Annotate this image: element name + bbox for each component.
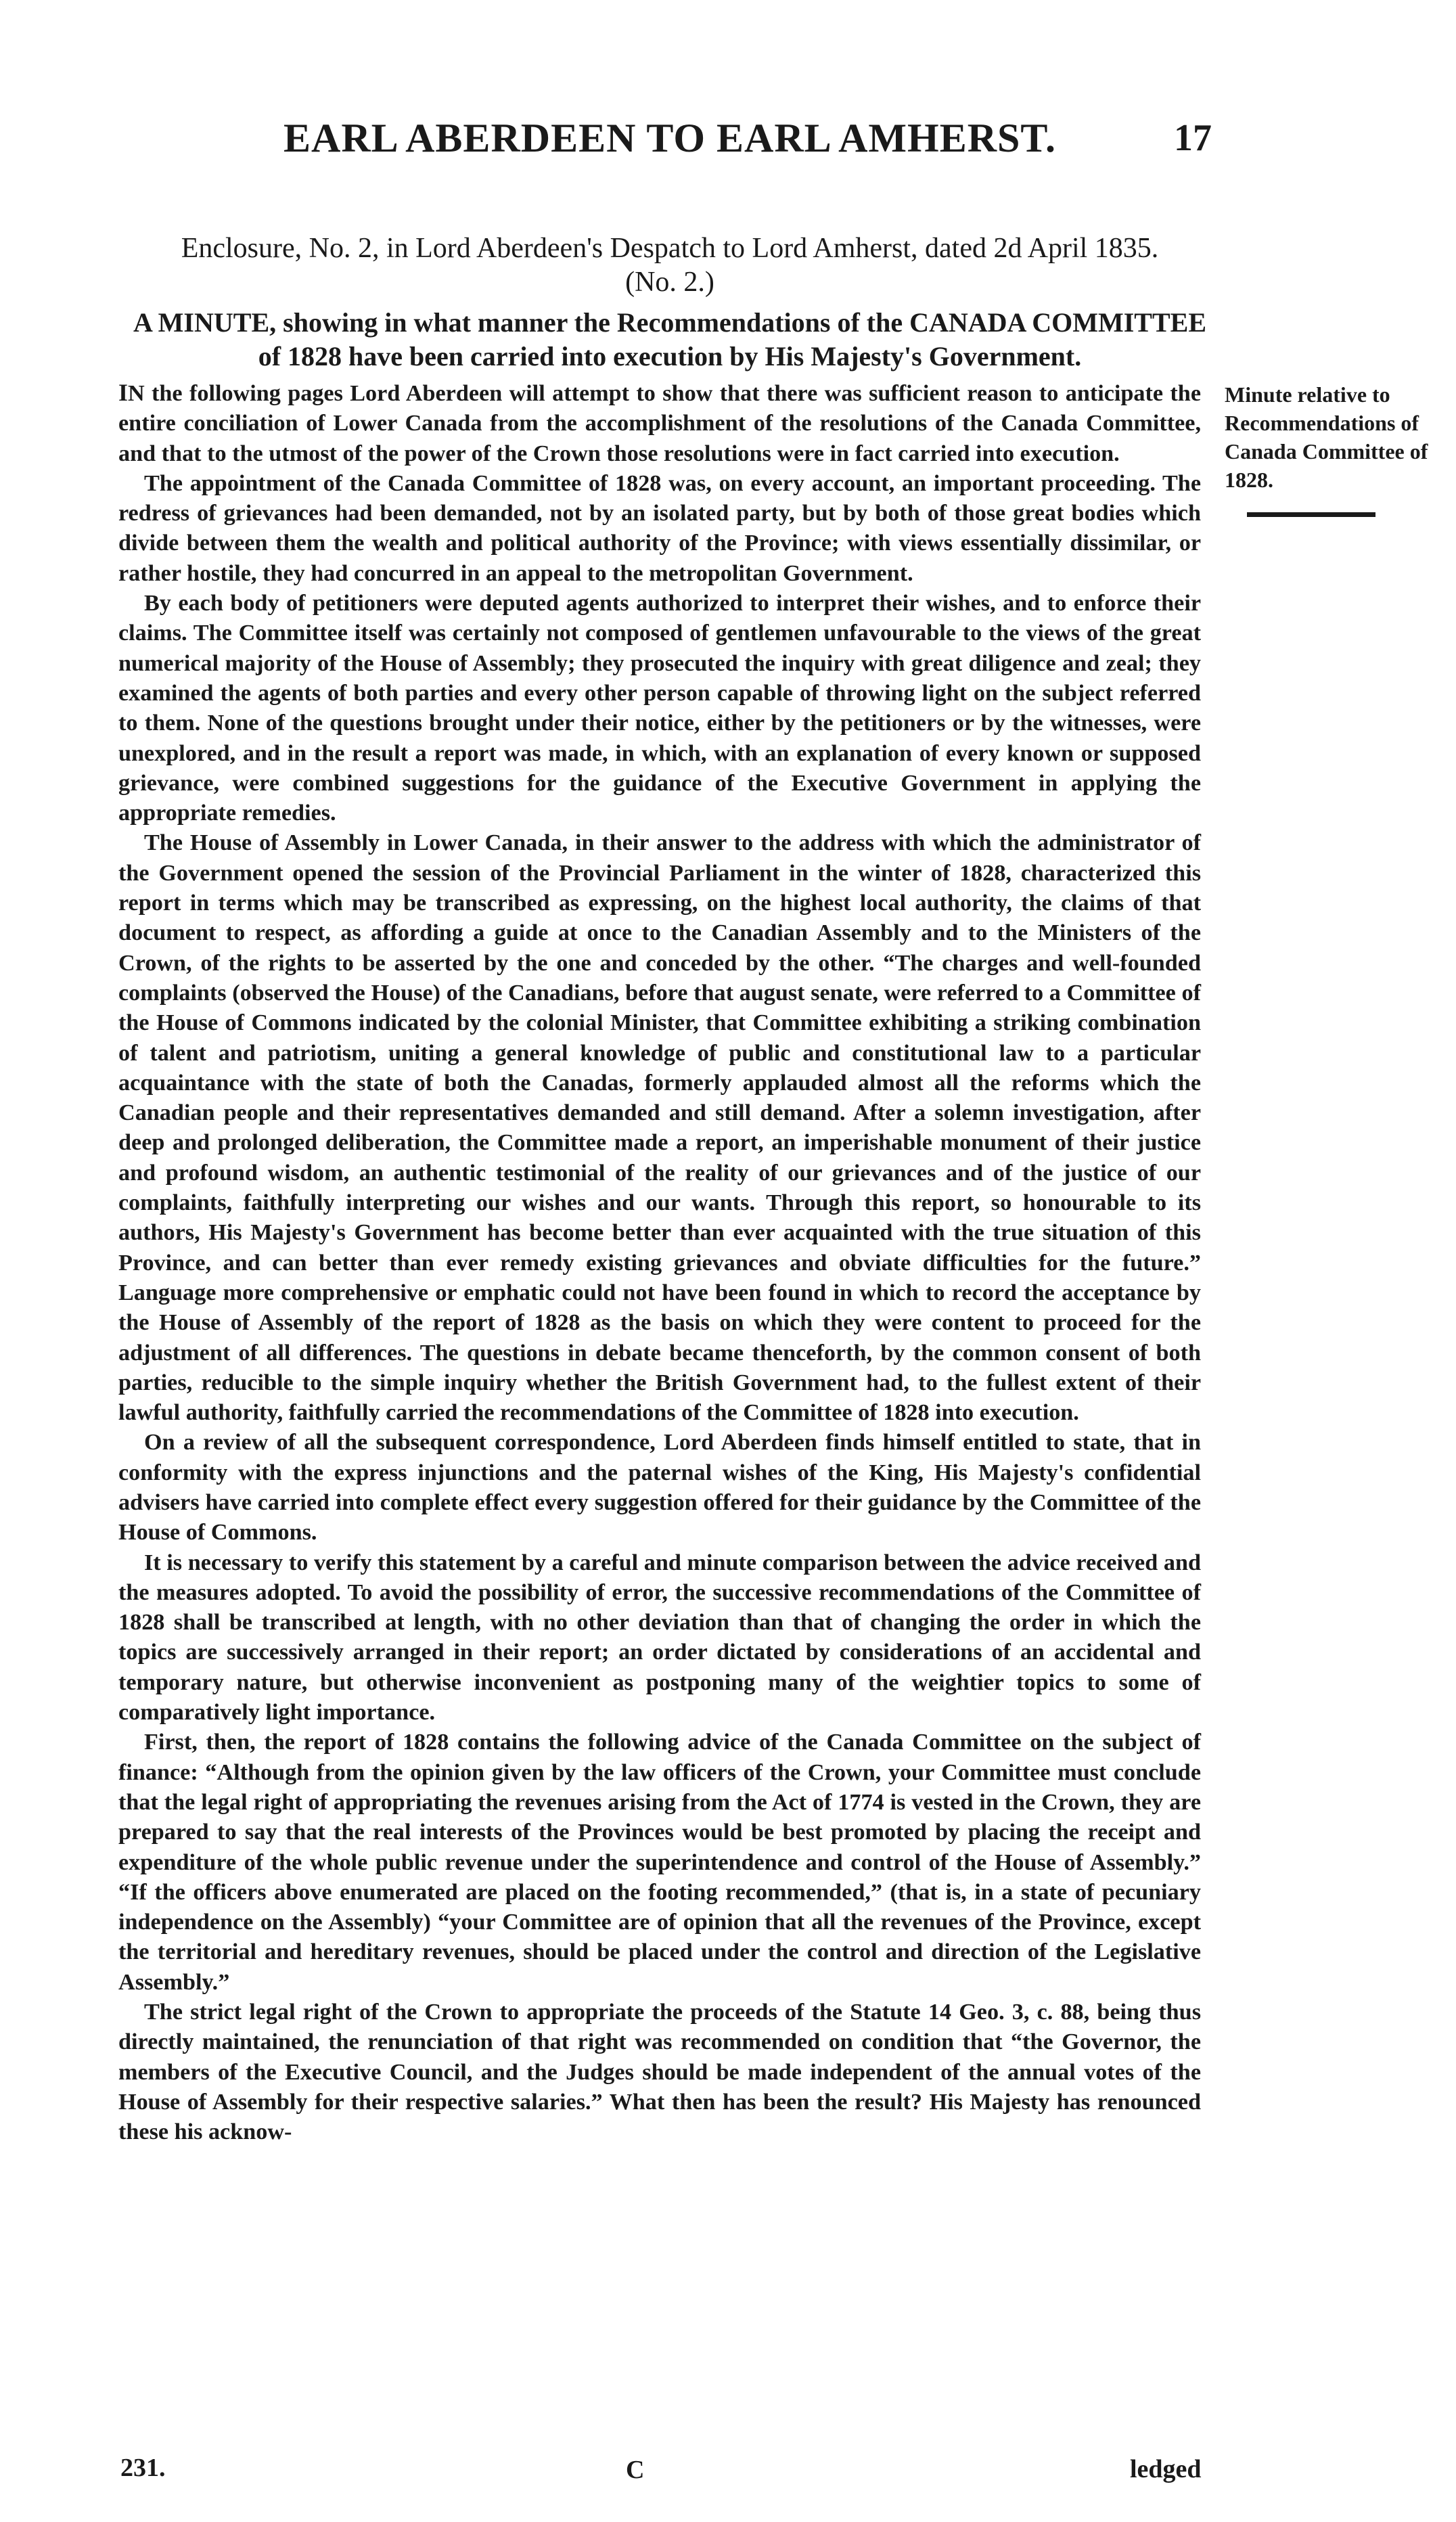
marginal-note: Minute relative to Recommendations of Canada Committee of 1828.	[1225, 382, 1428, 492]
body-text	[118, 378, 1201, 2148]
paragraph: IN the following pages Lord Aberdeen will attempt to show that there was sufficient reason to anticipate the entire conciliation of Lower Canada from the accomplishment of the resolutions of the Canada Committee, and that to the utmost of the power of the Crown those resolutions were in fact carried into execution.	[118, 379, 1201, 466]
catchword: ledged	[1130, 2455, 1202, 2483]
signature-mark: 231.	[120, 2454, 166, 2482]
enclosure-line: Enclosure, No. 2, in Lord Aberdeen's Despatch to Lord Amherst, dated 2d April 1835.	[181, 233, 1159, 264]
marginal-rule	[1247, 512, 1375, 517]
paragraph: It is necessary to verify this statement by a careful and minute comparison between the advice received and the measures adopted. To avoid the possibility of error, the successive recommendations of the Committee of 1828 shall be transcribed at length, with no other deviation than that of changing the order in which the topics are successively arranged in their report; an order dictated by considerations of an accidental and temporary nature, but otherwise inconvenient as postponing many of the weightier topics to some of comparatively light importance.	[118, 1550, 1201, 1726]
minute-title-line-2: of 1828 have been carried into execution by His Majesty's Government.	[258, 341, 1082, 371]
paragraph: First, then, the report of 1828 contains the following advice of the Canada Committee on the subject of finance: “Although from the opinion given by the law officers of the Crown, your Committee must conclude that the legal right of appropriating the revenues arising from the Act of 1774 is vested in the Crown, they are prepared to say that the real interests of the Provinces would be best promoted by placing the receipt and expenditure of the whole public revenue under the superintendence and control of the House of Assembly.” “If the officers above enumerated are placed on the footing recommended,” (that is, in a state of pecuniary independence on the Assembly) “your Committee are of opinion that all the revenues of the Province, except the territorial and hereditary revenues, should be placed under the control and direction of the Legislative Assembly.”	[118, 1730, 1201, 1995]
enclosure-heading	[118, 231, 1221, 299]
paragraph: The strict legal right of the Crown to appropriate the proceeds of the Statute 14 Geo. 3, c. 88, being thus directly maintained, the renunciation of that right was recommended on condition that “the Governor, the members of the Executive Council, and the Judges should be made independent of the annual votes of the House of Assembly for their respective salaries.” What then has been the result? His Majesty has renounced these his acknow-	[118, 2000, 1201, 2145]
paragraph: The appointment of the Canada Committee of 1828 was, on every account, an important proceeding. The redress of grievances had been demanded, not by an isolated party, but by both of those great bodies which divide between them the wealth and political authority of the Province; with views essentially dissimilar, or rather hostile, they had concurred in an appeal to the metropolitan Government.	[118, 470, 1201, 586]
paragraph: By each body of petitioners were deputed agents authorized to interpret their wishes, and to enforce their claims. The Committee itself was certainly not composed of gentlemen unfavourable to the views of the great numerical majority of the House of Assembly; they prosecuted the inquiry with great diligence and zeal; they examined the agents of both parties and every other person capable of throwing light on the subject referred to them. None of the questions brought under their notice, either by the petitioners or by the witnesses, were unexplored, and in the result a report was made, in which, with an explanation of every known or supposed grievance, were combined suggestions for the guidance of the Executive Government in applying the appropriate remedies.	[118, 591, 1201, 826]
minute-title-line-1: A MINUTE, showing in what manner the Recommendations of the CANADA COMMITTEE	[133, 307, 1206, 338]
enclosure-number: (No. 2.)	[625, 267, 714, 298]
minute-title	[118, 306, 1221, 374]
running-header-title: EARL ABERDEEN TO EARL AMHERST.	[283, 116, 1056, 160]
gathering-mark: C	[626, 2456, 645, 2484]
paragraph: The House of Assembly in Lower Canada, in their answer to the address with which the administrator of the Government opened the session of the Provincial Parliament in the winter of 1828, characterized this report in terms which may be transcribed as expressing, on the highest local authority, the claims of that document to respect, as affording a guide at once to the Canadian Assembly and to the Ministers of the Crown, of the rights to be asserted by the one and conceded by the other. “The charges and well-founded complaints (observed the House) of the Canadians, before that august senate, were referred to a Committee of the House of Commons indicated by the colonial Minister, that Committee exhibiting a striking combination of talent and patriotism, uniting a general knowledge of public and constitutional law to a particular acquaintance with the state of both the Canadas, formerly applauded almost all the reforms which the Canadian people and their representatives demanded and still demand. After a solemn investigation, after deep and prolonged deliberation, the Committee made a report, an imperishable monument of their justice and profound wisdom, an authentic testimonial of the reality of our grievances and of the justice of our complaints, faithfully interpreting our wishes and our wants. Through this report, so honourable to its authors, His Majesty's Government has become better than ever acquainted with the true situation of this Province, and can better than ever remedy existing grievances and obviate difficulties for the future.” Language more comprehensive or emphatic could not have been found in which to record the acceptance by the House of Assembly of the report of 1828 as the basis on which they were content to proceed for the adjustment of all differences. The questions in debate became thenceforth, by the common consent of both parties, reducible to the simple inquiry whether the British Government had, to the fullest extent of their lawful authority, faithfully carried the recommendations of the Committee of 1828 into execution.	[118, 830, 1201, 1426]
page-number: 17	[1174, 117, 1212, 159]
paragraph: On a review of all the subsequent correspondence, Lord Aberdeen finds himself entitled to state, that in conformity with the express injunctions and the paternal wishes of the King, His Majesty's confidential advisers have carried into complete effect every suggestion offered for their guidance by the Committee of the House of Commons.	[118, 1430, 1201, 1546]
